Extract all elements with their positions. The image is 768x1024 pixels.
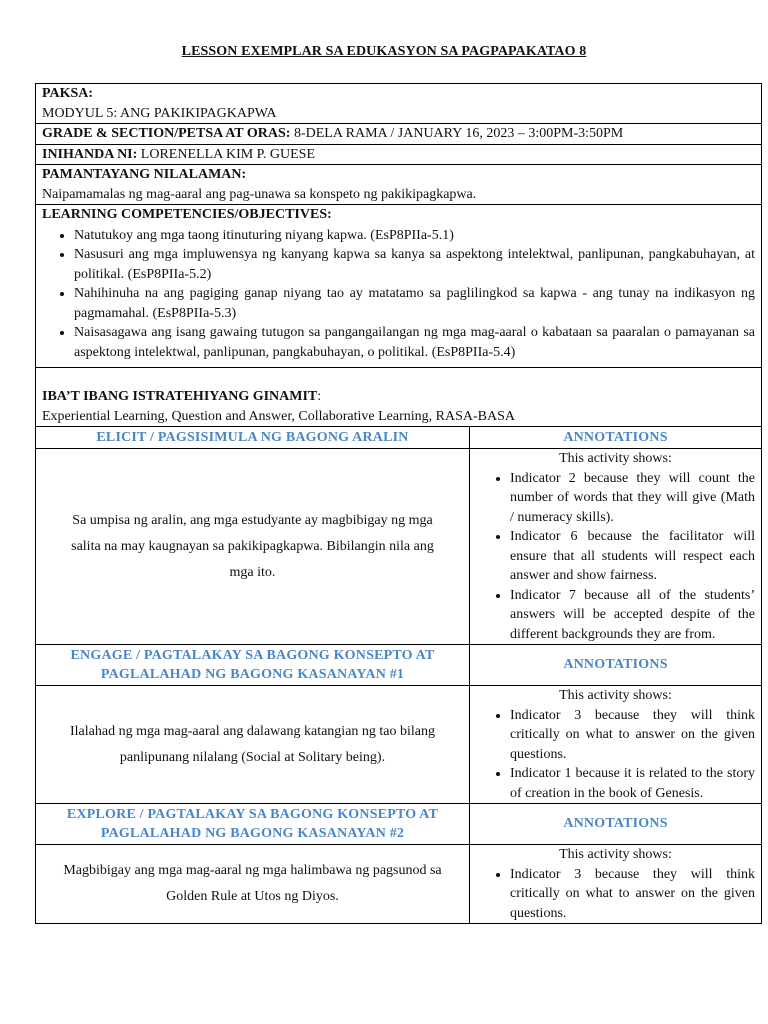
list-item: • Indicator 6 because the facilitator will ensure that all students will respect each answer and show fairness. (510, 527, 755, 586)
explore-heading-row (36, 804, 762, 845)
pamantayan-value: Naipamamalas ng mag-aaral ang pag-unawa sa konspeto ng pakikipagkapwa. (42, 186, 477, 202)
engage-heading-line2: PAGLALAHAD NG BAGONG KASANAYAN #1 (100, 667, 405, 682)
paksa-value: MODYUL 5: ANG PAKIKIPAGKAPWA (42, 105, 277, 121)
inihanda-row (36, 144, 762, 165)
strategies-value: Experiential Learning, Question and Answer, Collaborative Learning, RASA-BASA (42, 408, 516, 424)
annotation-list (476, 865, 755, 924)
grade-label: GRADE & SECTION/PETSA AT ORAS: (42, 126, 291, 141)
paksa-label: PAKSA: (42, 86, 94, 101)
strategies-colon: : (317, 389, 322, 404)
inihanda-label: INIHANDA NI: (42, 146, 138, 162)
pamantayan-row (36, 165, 762, 205)
grade-row (36, 124, 762, 145)
activity-text-line: Golden Rule at Utos ng Diyos. (166, 889, 339, 904)
engage-annotations-heading: ANNOTATIONS (563, 657, 668, 673)
competencies-list (42, 226, 755, 363)
explore-content-row (36, 845, 762, 924)
activity-text-line: mga ito. (229, 564, 276, 580)
elicit-annotations-heading: ANNOTATIONS (563, 429, 668, 445)
pamantayan-label: PAMANTAYANG NILALAMAN: (42, 167, 247, 182)
explore-annotations (470, 845, 762, 924)
annotation-list (476, 706, 755, 804)
list-item: • Naisasagawa ang isang gawaing tutugon sa pangangailangan ng mga mag-aaral o kabataan sa paaralan o pamayanan sa aspektong intelektwal, panlipunan, pangkabuhayan, o politikal. (EsP8PIIa-5.4) (74, 323, 755, 362)
explore-activity (36, 845, 470, 924)
explore-annotations-heading: ANNOTATIONS (563, 816, 668, 832)
activity-text-line: Magbibigay ang mga mag-aaral ng mga halimbawa ng pagsunod sa (63, 863, 442, 878)
explore-heading-line2: PAGLALAHAD NG BAGONG KASANAYAN #2 (100, 826, 405, 841)
activity-text-line: panlipunang nilalang (Social at Solitary being). (119, 749, 386, 765)
list-item: • Indicator 3 because they will think critically on what to answer on the given questions. (510, 706, 755, 765)
annotation-intro: This activity shows: (559, 451, 672, 466)
engage-content-row (36, 686, 762, 804)
explore-heading-line1: EXPLORE / PAGTALAKAY SA BAGONG KONSEPTO AT (66, 806, 439, 822)
list-item: • Indicator 7 because all of the students’ answers will be accepted despite of the different backgrounds they are from. (510, 586, 755, 645)
engage-annotations (470, 686, 762, 804)
list-item: • Indicator 3 because they will think critically on what to answer on the given questions. (510, 865, 755, 924)
engage-heading-row (36, 645, 762, 686)
elicit-content-row (36, 449, 762, 645)
activity-text-line: salita na may kaugnayan sa pakikipagkapwa. Bibilangin nila ang (71, 538, 434, 554)
list-item: • Nasusuri ang mga impluwensya ng kanyang kapwa sa kanya sa aspektong intelektwal, panlipunan, pangkabuhayan, at politikal. (EsP8PIIa-5.2) (74, 245, 755, 284)
elicit-annotations (470, 449, 762, 645)
strategies-row (36, 368, 762, 427)
activity-text-line: Sa umpisa ng aralin, ang mga estudyante ay magbibigay ng mga (72, 512, 433, 528)
annotation-list (476, 469, 755, 645)
elicit-activity (36, 449, 470, 645)
list-item: • Indicator 1 because it is related to the story of creation in the book of Genesis. (510, 764, 755, 803)
list-item: • Nahihinuha na ang pagiging ganap niyang tao ay matatamo sa paglilingkod sa kapwa - ang tunay na indikasyon ng pagmamahal. (EsP8PIIa-5.3) (74, 284, 755, 323)
list-item: • Natutukoy ang mga taong itinuturing niyang kapwa. (EsP8PIIa-5.1) (74, 226, 755, 246)
annotation-intro: This activity shows: (559, 688, 672, 703)
inihanda-value: LORENELLA KIM P. GUESE (140, 146, 316, 162)
elicit-heading-row (36, 427, 762, 449)
elicit-heading: ELICIT / PAGSISIMULA NG BAGONG ARALIN (96, 429, 409, 445)
activity-text-line: Ilalahad ng mga mag-aaral ang dalawang katangian ng tao bilang (69, 723, 436, 739)
competencies-row (36, 205, 762, 368)
engage-activity (36, 686, 470, 804)
list-item: • Indicator 2 because they will count the number of words that they will give (Math / numeracy skills). (510, 469, 755, 528)
competencies-label: LEARNING COMPETENCIES/OBJECTIVES: (42, 207, 332, 222)
paksa-row (36, 84, 762, 124)
annotation-intro: This activity shows: (559, 847, 672, 862)
engage-heading-line1: ENGAGE / PAGTALAKAY SA BAGONG KONSEPTO AT (70, 647, 435, 663)
strategies-label: IBA’T IBANG ISTRATEHIYANG GINAMIT (42, 389, 318, 404)
grade-value: 8-DELA RAMA / JANUARY 16, 2023 – 3:00PM-3:50PM (293, 126, 624, 141)
lesson-exemplar-table (35, 83, 762, 924)
document-title: LESSON EXEMPLAR SA EDUKASYON SA PAGPAPAKATAO 8 (181, 44, 587, 59)
